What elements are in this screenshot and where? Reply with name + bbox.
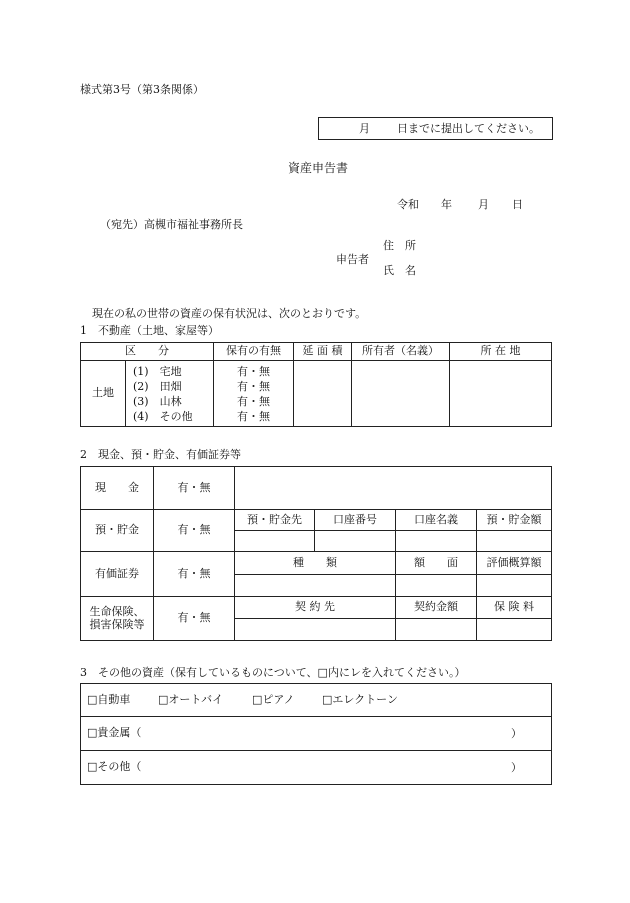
presence-option[interactable]: 有・無: [237, 409, 270, 423]
header-floor-area: 延 面 積: [294, 343, 352, 361]
insurance-label-line: 損害保険等: [89, 617, 145, 631]
land-items: [126, 361, 214, 427]
deposit-account-holder-field[interactable]: [396, 531, 477, 552]
cash-presence[interactable]: 有・無: [154, 467, 235, 510]
owner-field[interactable]: [352, 361, 450, 427]
insurance-premium-header: 保 険 料: [477, 597, 552, 619]
land-presence: [214, 361, 294, 427]
real-estate-table: [80, 342, 552, 427]
presence-option[interactable]: 有・無: [237, 394, 270, 408]
section3-heading: 3 その他の資産（保有しているものについて、□内にレを入れてください。）: [80, 666, 466, 679]
insurance-presence[interactable]: 有・無: [154, 597, 235, 641]
deposits-presence[interactable]: 有・無: [154, 510, 235, 552]
location-field[interactable]: [450, 361, 552, 427]
intro-text: 現在の私の世帯の資産の保有状況は、次のとおりです。: [92, 307, 367, 320]
close-paren: ）: [511, 761, 522, 774]
section2-heading: 2 現金、預・貯金、有価証券等: [80, 448, 241, 461]
date-era: 令和: [397, 198, 419, 211]
cash-label: 現 金: [81, 467, 154, 510]
other-assets-row: [81, 684, 552, 717]
floor-area-field[interactable]: [294, 361, 352, 427]
deposit-bank-field[interactable]: [235, 531, 315, 552]
cash-amount-field[interactable]: [235, 467, 552, 510]
securities-estimate-header: 評価概算額: [477, 552, 552, 575]
deadline-box: [318, 117, 553, 140]
checkbox-car[interactable]: □自動車: [87, 692, 131, 706]
presence-option[interactable]: 有・無: [237, 364, 270, 378]
date-year: 年: [441, 198, 452, 211]
deposit-account-holder-header: 口座名義: [396, 510, 477, 531]
date-month: 月: [478, 198, 489, 211]
other-assets-table: [80, 683, 552, 785]
deposit-amount-field[interactable]: [477, 531, 552, 552]
assets-table: [80, 466, 552, 641]
header-category: 区 分: [81, 343, 214, 361]
checkbox-other[interactable]: □その他（: [87, 760, 142, 774]
list-item: (4) その他: [133, 409, 193, 423]
insurance-premium-field[interactable]: [477, 619, 552, 641]
deadline-month: 月: [359, 122, 370, 135]
insurance-contractor-header: 契 約 先: [235, 597, 396, 619]
insurance-amount-header: 契約金額: [396, 597, 477, 619]
other-row: [81, 751, 552, 785]
checkbox-precious-metals[interactable]: □貴金属（: [87, 726, 142, 740]
form-number: 様式第3号（第3条関係）: [80, 83, 204, 96]
checkbox-electone[interactable]: □エレクトーン: [322, 692, 398, 706]
deposit-bank-header: 預・貯金先: [235, 510, 315, 531]
deposit-account-number-field[interactable]: [315, 531, 396, 552]
declarant-address-label: 住 所: [383, 239, 416, 252]
securities-face-value-field[interactable]: [396, 575, 477, 597]
precious-metals-row: [81, 717, 552, 751]
header-location: 所 在 地: [450, 343, 552, 361]
checkbox-piano[interactable]: □ピアノ: [252, 692, 295, 706]
securities-type-field[interactable]: [235, 575, 396, 597]
header-presence: 保有の有無: [214, 343, 294, 361]
date-day: 日: [512, 198, 523, 211]
securities-presence[interactable]: 有・無: [154, 552, 235, 597]
list-item: (3) 山林: [133, 394, 182, 408]
securities-type-header: 種 類: [235, 552, 396, 575]
presence-option[interactable]: 有・無: [237, 379, 270, 393]
insurance-label: [81, 597, 154, 641]
section1-heading: 1 不動産（土地、家屋等）: [80, 324, 219, 337]
land-label: 土地: [81, 361, 126, 427]
list-item: (1) 宅地: [133, 364, 182, 378]
addressee: （宛先）高槻市福祉事務所長: [100, 218, 243, 231]
insurance-amount-field[interactable]: [396, 619, 477, 641]
deposit-account-number-header: 口座番号: [315, 510, 396, 531]
deposit-amount-header: 預・貯金額: [477, 510, 552, 531]
securities-face-value-header: 額 面: [396, 552, 477, 575]
page-title: 資産申告書: [288, 161, 349, 175]
insurance-label-line: 生命保険、: [89, 604, 145, 618]
header-owner: 所有者（名義）: [352, 343, 450, 361]
close-paren: ）: [511, 727, 522, 740]
insurance-contractor-field[interactable]: [235, 619, 396, 641]
list-item: (2) 田畑: [133, 379, 182, 393]
declarant-label: 申告者: [336, 253, 369, 266]
checkbox-motorcycle[interactable]: □オートバイ: [158, 692, 224, 706]
deadline-text: 日までに提出してください。: [397, 122, 540, 135]
securities-label: 有価証券: [81, 552, 154, 597]
declarant-name-label: 氏 名: [383, 264, 416, 277]
deposits-label: 預・貯金: [81, 510, 154, 552]
securities-estimate-field[interactable]: [477, 575, 552, 597]
